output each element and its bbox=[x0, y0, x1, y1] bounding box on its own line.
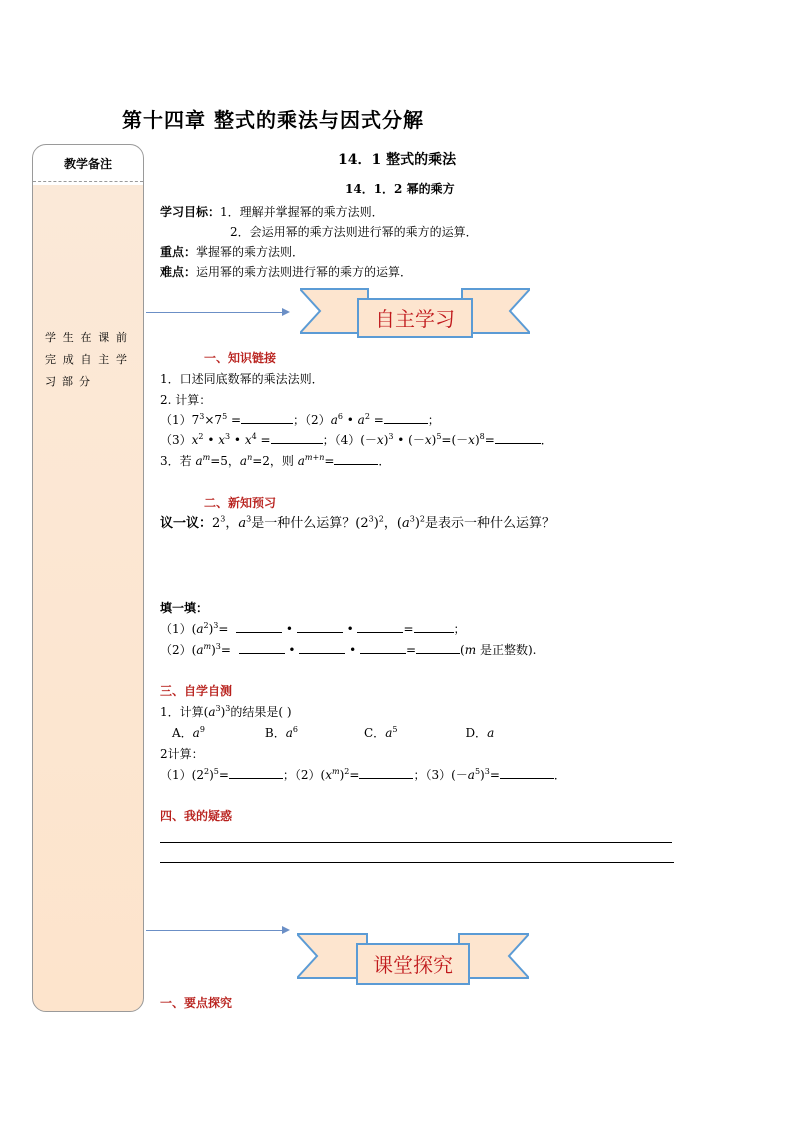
option-c[interactable]: C．$a^5$ bbox=[364, 725, 398, 740]
part2-discuss: 议一议：$2^3$，$a^3$是一种什么运算？$(2^3)^2$，$(a^3)^2$是表示一种什么运算？ bbox=[160, 514, 556, 531]
answer-blank[interactable] bbox=[236, 621, 282, 633]
answer-blank[interactable] bbox=[384, 412, 428, 424]
q1-suffix: 的结果是( ) bbox=[230, 705, 292, 719]
q1-prefix: 1．计算 bbox=[160, 705, 204, 719]
part5-heading: 一、要点探究 bbox=[160, 996, 233, 1010]
doubt-line-1[interactable] bbox=[160, 842, 672, 843]
answer-blank[interactable] bbox=[239, 642, 285, 654]
answer-blank[interactable] bbox=[299, 642, 345, 654]
part3-q2-row: $(1)(2^2)^5=$ ；$(2)(x^m)^2=$ ；$(3)(-a^5)^3=$ ． bbox=[160, 767, 566, 782]
part3-heading: 三、自学自测 bbox=[160, 684, 233, 698]
difficulty-text: 运用幂的乘方法则进行幂的乘方的运算． bbox=[196, 265, 413, 279]
part4-heading: 四、我的疑惑 bbox=[160, 809, 233, 823]
objectives-label: 学习目标： bbox=[160, 205, 221, 219]
part1-q3: 3．若 $a^m=5$，$a^n=2$，则 $a^{m+n}=$ ． bbox=[160, 453, 391, 468]
doubt-line-2[interactable] bbox=[160, 862, 674, 863]
answer-blank[interactable] bbox=[271, 432, 323, 444]
discuss-mid-1: 是一种什么运算？ bbox=[251, 516, 356, 531]
answer-blank[interactable] bbox=[414, 621, 454, 633]
banner-self-study bbox=[300, 285, 530, 341]
fill-2-suffix: 是正整数). bbox=[479, 643, 537, 657]
chapter-title: 第十四章 整式的乘法与因式分解 bbox=[122, 108, 424, 132]
part1-heading: 一、知识链接 bbox=[204, 351, 277, 365]
part2-fill-label: 填一填： bbox=[160, 601, 209, 615]
discuss-mid-2: 是表示一种什么运算？ bbox=[425, 516, 556, 531]
teaching-notes-column bbox=[32, 144, 144, 1012]
answer-blank[interactable] bbox=[334, 453, 378, 465]
label-3: （3） bbox=[160, 433, 192, 447]
option-d-label: D． bbox=[465, 726, 488, 740]
part1-q2-row2: $(3)x^2$ • $x^3$ • $x^4$ = ；$(4)(-x)^3$ • $(-x)^5=(-x)^8=$ ． bbox=[160, 432, 553, 447]
option-d[interactable]: D．a bbox=[465, 726, 495, 740]
part2-fill-1: $(1)(a^2)^3=$ • • = ； bbox=[160, 621, 466, 636]
teaching-notes-header: 教学备注 bbox=[33, 145, 143, 182]
section-title: 14．1 整式的乘法 bbox=[338, 152, 457, 168]
difficulty-line bbox=[160, 264, 412, 280]
answer-blank[interactable] bbox=[495, 432, 541, 444]
answer-blank[interactable] bbox=[357, 621, 403, 633]
objective-1: 1．理解并掌握幂的乘方法则． bbox=[220, 205, 384, 219]
arrow-to-banner-1 bbox=[146, 312, 288, 313]
difficulty-label: 难点： bbox=[160, 265, 197, 279]
option-c-label: C． bbox=[364, 726, 386, 740]
answer-blank[interactable] bbox=[500, 767, 554, 779]
teaching-note: 学生在课前完成自主学习部分 bbox=[45, 331, 133, 388]
part2-heading: 二、新知预习 bbox=[204, 496, 277, 510]
key-point-line bbox=[160, 244, 304, 260]
part2-fill-2: $(2)(a^m)^3=$ • • = (m 是正整数). bbox=[160, 642, 537, 657]
banner-self-study-text: 自主学习 bbox=[375, 307, 455, 331]
part1-q2: 2. 计算： bbox=[160, 393, 212, 407]
arrow-to-banner-2 bbox=[146, 930, 288, 931]
objective-2: 2．会运用幂的乘方法则进行幂的乘方的运算． bbox=[230, 225, 478, 239]
banner-classroom-inquiry bbox=[297, 930, 529, 988]
part3-q1: 1．计算$(a^3)^3$的结果是( ) bbox=[160, 704, 292, 719]
option-a[interactable]: A．$a^9$ bbox=[172, 725, 205, 740]
answer-blank[interactable] bbox=[359, 767, 413, 779]
fill-2-label: （2） bbox=[160, 643, 192, 657]
label-1: （1） bbox=[160, 413, 192, 427]
q2-1-label: （1） bbox=[160, 768, 192, 782]
discuss-label: 议一议： bbox=[160, 516, 213, 531]
option-a-label: A． bbox=[172, 726, 193, 740]
part1-q1: 1．口述同底数幂的乘法法则． bbox=[160, 372, 324, 386]
q2-2-label: ；（2） bbox=[282, 768, 321, 782]
subsection-title: 14．1．2 幂的乘方 bbox=[345, 182, 455, 196]
label-2: ；（2） bbox=[293, 413, 331, 427]
objectives-line-1 bbox=[160, 204, 384, 220]
answer-blank[interactable] bbox=[229, 767, 283, 779]
q2-3-label: ；（3） bbox=[413, 768, 452, 782]
option-b[interactable]: B．$a^6$ bbox=[264, 725, 298, 740]
key-point-text: 掌握幂的乘方法则． bbox=[196, 245, 305, 259]
label-4: ；（4） bbox=[322, 433, 361, 447]
answer-blank[interactable] bbox=[360, 642, 406, 654]
part1-q2-row1: $(1)7^3\times 7^5$ = ；$(2)a^6$ • $a^2$ = ； bbox=[160, 412, 440, 427]
key-point-label: 重点： bbox=[160, 245, 197, 259]
banner-classroom-inquiry-text: 课堂探究 bbox=[373, 953, 453, 977]
option-b-label: B． bbox=[264, 726, 286, 740]
answer-blank[interactable] bbox=[241, 412, 293, 424]
answer-blank[interactable] bbox=[297, 621, 343, 633]
part3-q2: 2计算： bbox=[160, 747, 204, 761]
answer-blank[interactable] bbox=[416, 642, 460, 654]
fill-1-label: （1） bbox=[160, 622, 192, 636]
part3-options bbox=[172, 725, 494, 741]
q3-mid: ，则 bbox=[269, 454, 298, 468]
q3-prefix: 3．若 bbox=[160, 454, 196, 468]
